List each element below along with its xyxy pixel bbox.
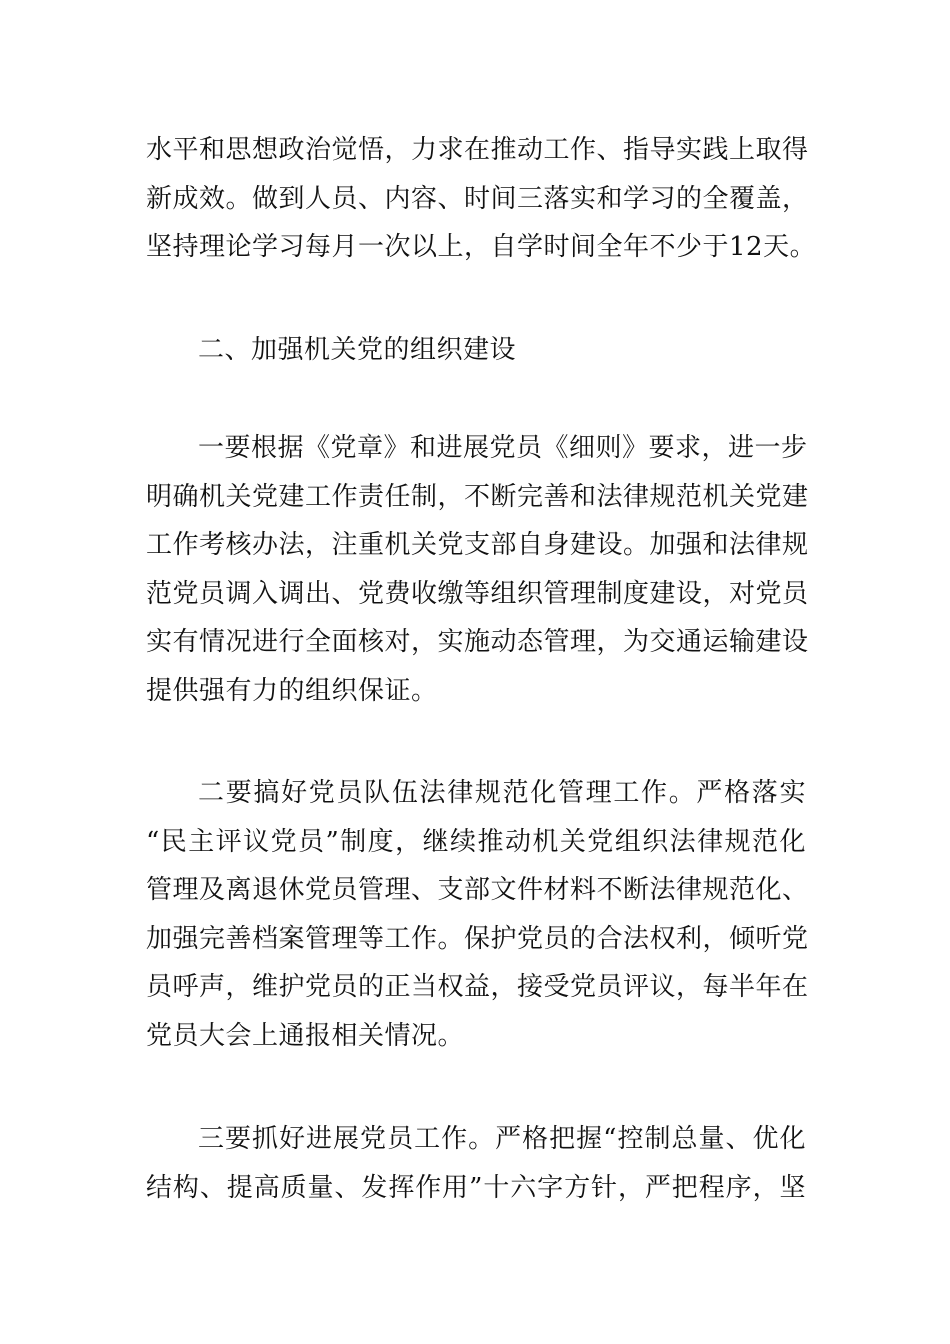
section-heading-block — [146, 326, 806, 375]
text-line: 工作考核办法，注重机关党支部自身建设。加强和法律规 — [146, 530, 809, 560]
paragraph-one — [146, 424, 809, 715]
text-line: 党员大会上通报相关情况。 — [146, 1020, 465, 1051]
paragraph-continued — [146, 126, 817, 272]
text-line: 提供强有力的组织保证。 — [146, 675, 438, 706]
paragraph-two — [146, 769, 809, 1060]
text-line: 员呼声，维护党员的正当权益，接受党员评议，每半年在 — [146, 972, 809, 1002]
text-line: 明确机关党建工作责任制，不断完善和法律规范机关党建 — [146, 481, 809, 512]
text-line: 范党员调入调出、党费收缴等组织管理制度建设，对党员 — [146, 578, 809, 609]
text-line: 水平和思想政治觉悟，力求在推动工作、指导实践上取得 — [146, 135, 809, 165]
text-line: 实有情况进行全面核对，实施动态管理，为交通运输建设 — [146, 627, 809, 657]
text-line: 结构、提高质量、发挥作用”十六字方针，严把程序，坚 — [146, 1172, 806, 1203]
text-line: 二要搞好党员队伍法律规范化管理工作。严格落实 — [198, 778, 806, 808]
text-line: 坚持理论学习每月一次以上，自学时间全年不少于12天。 — [146, 232, 817, 262]
text-line: 一要根据《党章》和进展党员《细则》要求，进一步 — [198, 433, 808, 463]
text-line: “民主评议党员”制度，继续推动机关党组织法律规范化 — [146, 826, 806, 857]
text-line: 新成效。做到人员、内容、时间三落实和学习的全覆盖， — [146, 183, 809, 214]
text-line: 管理及离退休党员管理、支部文件材料不断法律规范化、 — [146, 875, 809, 905]
paragraph-three — [146, 1115, 806, 1212]
section-heading: 二、加强机关党的组织建设 — [198, 335, 517, 365]
text-line: 加强完善档案管理等工作。保护党员的合法权利，倾听党 — [146, 923, 809, 954]
text-line: 三要抓好进展党员工作。严格把握“控制总量、优化 — [198, 1124, 806, 1154]
